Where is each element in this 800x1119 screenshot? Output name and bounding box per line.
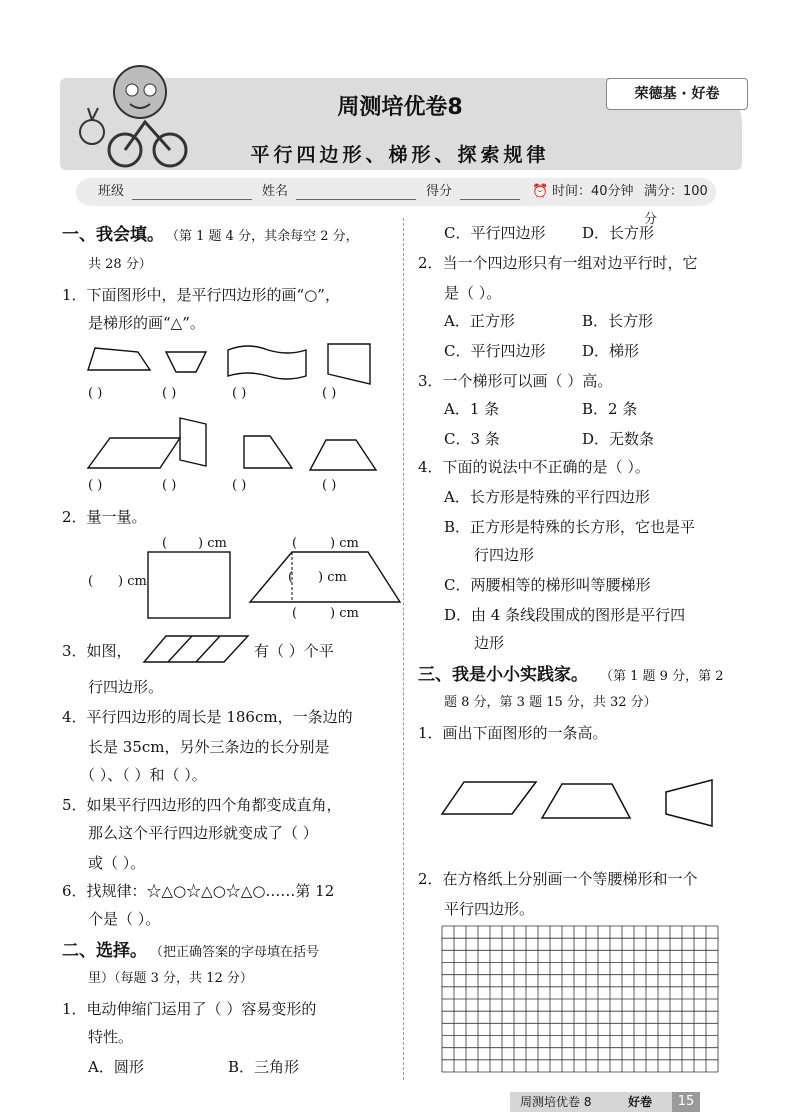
- s2-q3-option-c[interactable]: C．3 条: [444, 430, 500, 448]
- answer-blank[interactable]: ( ): [232, 478, 247, 493]
- s2-q1-text: 1．电动伸缩门运用了（ ）容易变形的: [62, 1000, 317, 1018]
- s2-q2-option-b[interactable]: B．长方形: [582, 312, 654, 330]
- s2-q3-option-a[interactable]: A．1 条: [444, 400, 500, 418]
- s2-q1-option-d[interactable]: D．长方形: [582, 224, 655, 242]
- section1-note: （第 1 题 4 分，其余每空 2 分，: [166, 229, 359, 244]
- score-field[interactable]: [460, 185, 520, 200]
- name-field[interactable]: [296, 185, 416, 200]
- section1-note-cont: 共 28 分）: [88, 257, 152, 272]
- section3-note-cont: 题 8 分，第 3 题 15 分，共 32 分）: [444, 695, 657, 710]
- s2-q1-option-a[interactable]: A．圆形: [88, 1058, 144, 1076]
- footer-label: 周测培优卷 8: [520, 1095, 592, 1109]
- measure-blank[interactable]: (: [288, 570, 294, 585]
- s2-q2-option-c[interactable]: C．平行四边形: [444, 342, 546, 360]
- answer-blank[interactable]: ( ): [162, 386, 177, 401]
- s1-q1-text: 1．下面图形中，是平行四边形的画“○”，: [62, 286, 340, 304]
- measure-unit: ) cm: [330, 536, 359, 551]
- brand-tag: 好卷: [691, 86, 720, 102]
- grid-paper[interactable]: [442, 926, 718, 1072]
- s2-q4-option-d[interactable]: D．由 4 条线段围成的图形是平行四: [444, 606, 686, 624]
- s1-q6-text: 6．找规律：☆△○☆△○☆△○……第 12: [62, 882, 335, 900]
- name-label: 姓名: [262, 184, 289, 199]
- full-score-label: 满分：100分: [644, 184, 708, 227]
- s2-q4-text: 4．下面的说法中不正确的是（ ）。: [418, 458, 650, 476]
- s1-q3-text-end: 行四边形。: [88, 678, 164, 696]
- measure-unit: ) cm: [330, 606, 359, 621]
- s1-q5-text: 5．如果平行四边形的四个角都变成直角，: [62, 796, 342, 814]
- s2-q3-text: 3．一个梯形可以画（ ）高。: [418, 372, 613, 390]
- s1-q3-text-cont: 有（ ）个平: [254, 642, 334, 660]
- s3-q2-text: 2．在方格纸上分别画一个等腰梯形和一个: [418, 870, 698, 888]
- s2-q1-option-c[interactable]: C．平行四边形: [444, 224, 546, 242]
- q3-parallelogram-figure: [142, 634, 252, 664]
- measure-unit: ) cm: [118, 574, 147, 589]
- measure-unit: ) cm: [198, 536, 227, 551]
- s1-q5-text-cont: 那么这个平行四边形就变成了（ ）: [88, 824, 318, 842]
- score-label: 得分: [426, 184, 453, 199]
- s1-q4-blanks[interactable]: （ ）、（ ）和（ ）。: [80, 766, 207, 784]
- s1-q4-text: 4．平行四边形的周长是 186cm，一条边的: [62, 708, 353, 726]
- section2-heading: 二、选择。: [62, 941, 147, 961]
- s1-q6-text-cont: 个是（ ）。: [88, 910, 161, 928]
- answer-blank[interactable]: ( ): [88, 478, 103, 493]
- section2-note-cont: 里）（每题 3 分，共 12 分）: [88, 971, 253, 986]
- s1-q3-text: 3．如图，: [62, 642, 132, 660]
- class-label: 班级: [98, 184, 125, 199]
- answer-blank[interactable]: ( ): [88, 386, 103, 401]
- answer-blank[interactable]: ( ): [322, 478, 337, 493]
- measure-blank[interactable]: (: [292, 536, 298, 551]
- s1-q4-text-cont: 长是 35cm，另外三条边的长分别是: [88, 738, 330, 756]
- s3-q2-text-cont: 平行四边形。: [444, 900, 535, 918]
- s2-q4-option-c[interactable]: C．两腰相等的梯形叫等腰梯形: [444, 576, 651, 594]
- s2-q2-text: 2．当一个四边形只有一组对边平行时，它: [418, 254, 698, 272]
- q1-shapes: [80, 340, 420, 490]
- section3-note: （第 1 题 9 分，第 2: [600, 669, 724, 684]
- answer-blank[interactable]: ( ): [232, 386, 247, 401]
- s2-q3-option-b[interactable]: B．2 条: [582, 400, 638, 418]
- s2-q2-text-cont: 是（ ）。: [444, 284, 502, 302]
- s2-q1-option-b[interactable]: B．三角形: [228, 1058, 300, 1076]
- answer-blank[interactable]: ( ): [322, 386, 337, 401]
- s1-q1-text-cont: 是梯形的画“△”。: [88, 314, 205, 332]
- page-subtitle: 平行四边形、梯形、探索规律: [250, 144, 550, 166]
- s3-q1-text: 1．画出下面图形的一条高。: [418, 724, 608, 742]
- s2-q4-option-a[interactable]: A．长方形是特殊的平行四边形: [444, 488, 650, 506]
- s1-q2-text: 2．量一量。: [62, 508, 147, 526]
- s2-q4-option-b[interactable]: B．正方形是特殊的长方形，它也是平: [444, 518, 696, 536]
- page-title: 周测培优卷8: [337, 95, 463, 120]
- class-field[interactable]: [132, 185, 252, 200]
- measure-blank[interactable]: (: [162, 536, 168, 551]
- s2-q2-option-a[interactable]: A．正方形: [444, 312, 515, 330]
- section2-note: （把正确答案的字母填在括号: [150, 945, 320, 960]
- brand-name: 荣德基: [634, 86, 677, 102]
- brand-logo: 荣德基 · 好卷: [606, 78, 748, 110]
- clock-icon: ⏰: [532, 184, 549, 199]
- page-number: 15: [672, 1092, 700, 1112]
- s2-q1-text-cont: 特性。: [88, 1028, 134, 1046]
- time-label: 时间：40分钟: [552, 184, 634, 199]
- measure-blank[interactable]: (: [292, 606, 298, 621]
- s2-q2-option-d[interactable]: D．梯形: [582, 342, 640, 360]
- section3-heading: 三、我是小小实践家。: [418, 665, 588, 685]
- footer-tag: 好卷: [628, 1095, 653, 1109]
- section1-heading: 一、我会填。: [62, 225, 164, 245]
- s2-q3-option-d[interactable]: D．无数条: [582, 430, 655, 448]
- s2-q4-option-b-cont: 行四边形: [474, 546, 535, 564]
- s2-q4-option-d-cont: 边形: [474, 634, 505, 652]
- answer-blank[interactable]: ( ): [162, 478, 177, 493]
- s1-q5-text-end: 或（ ）。: [88, 854, 146, 872]
- measure-unit: ) cm: [318, 570, 347, 585]
- measure-blank[interactable]: (: [88, 574, 94, 589]
- s3-q1-shapes: [440, 778, 730, 828]
- info-bar: [76, 178, 716, 227]
